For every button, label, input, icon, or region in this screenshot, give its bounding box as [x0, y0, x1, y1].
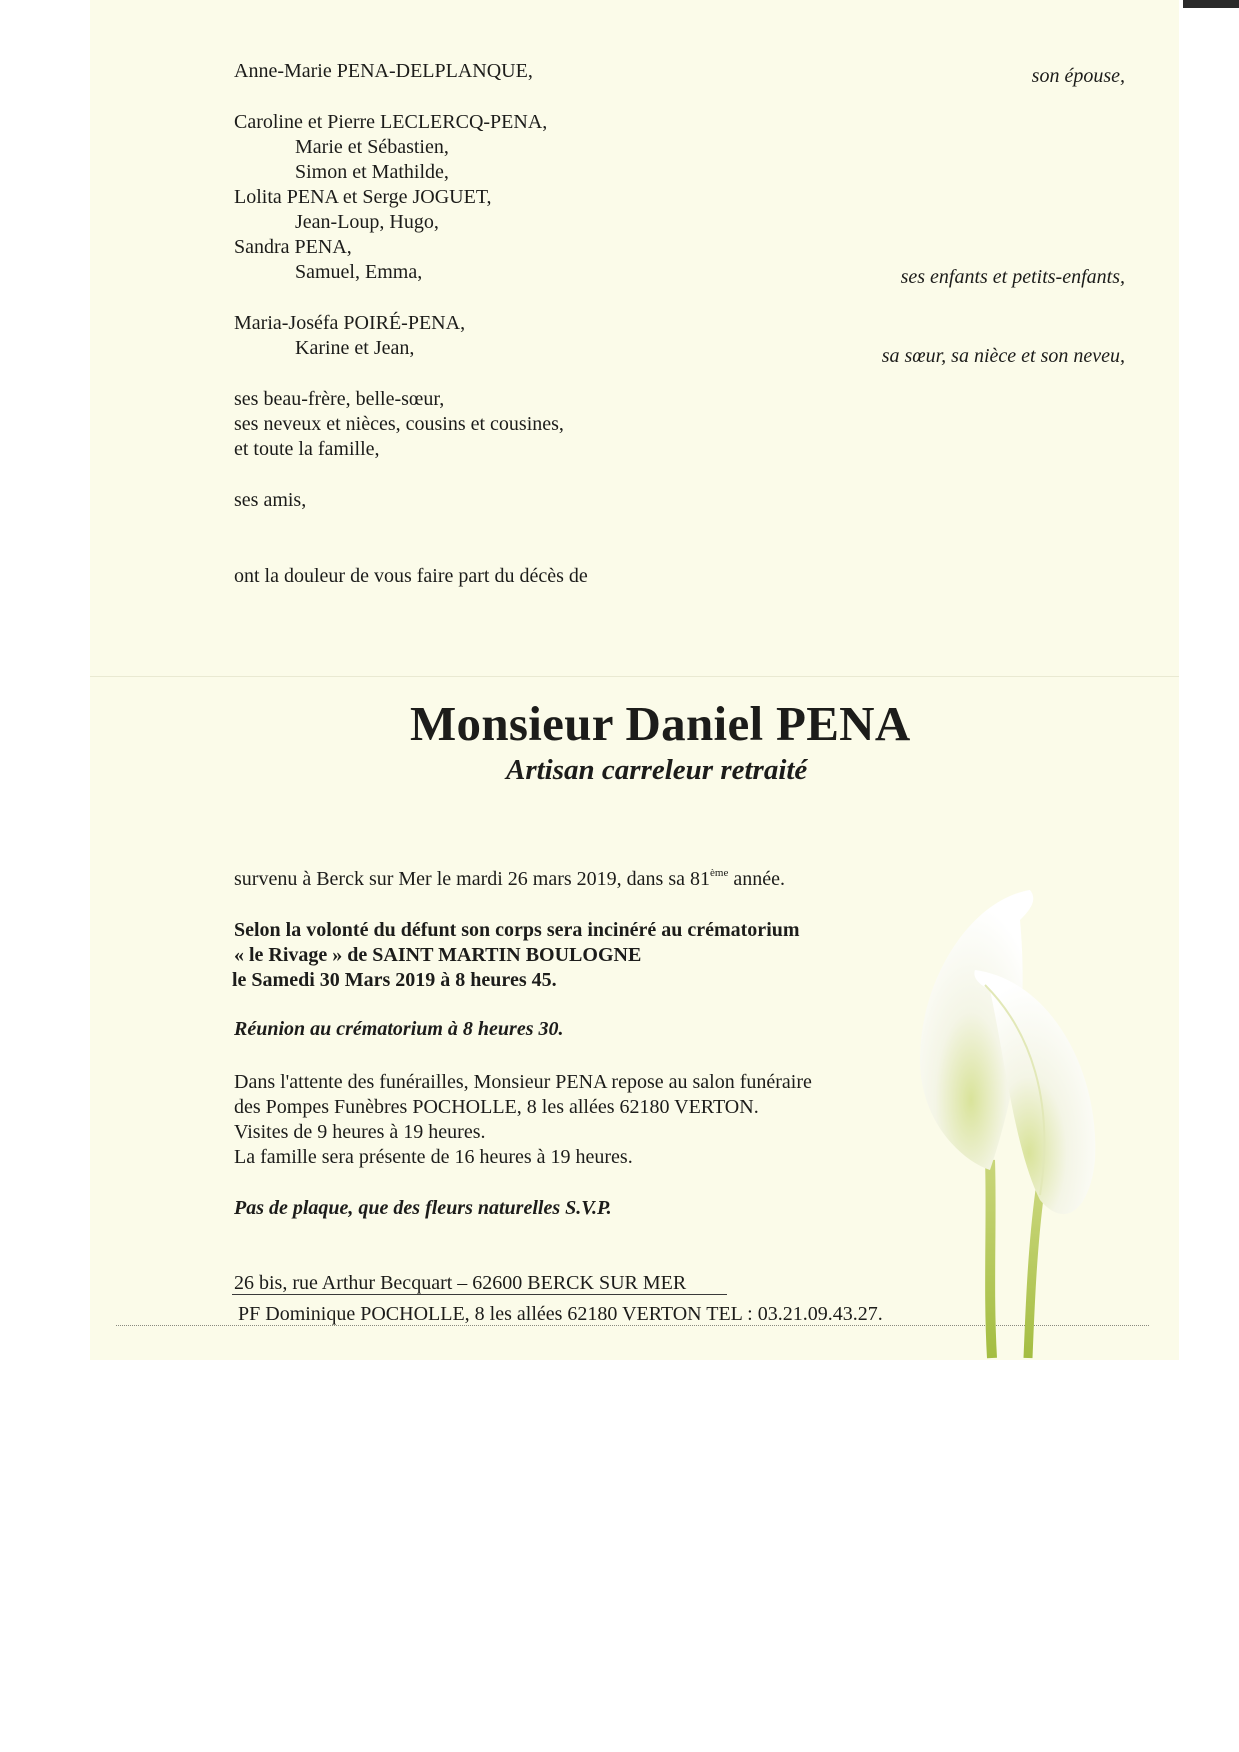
- funeral-home-line-4: La famille sera présente de 16 heures à 19 heures.: [234, 1146, 633, 1168]
- address-line: 26 bis, rue Arthur Becquart – 62600 BERCK SUR MER: [234, 1272, 687, 1294]
- extended-line-1: ses beau-frère, belle-sœur,: [234, 388, 445, 410]
- grandchild-line-4: Samuel, Emma,: [295, 261, 423, 283]
- death-text-before: survenu à Berck sur Mer le mardi 26 mars 2019, dans sa 81: [234, 868, 710, 890]
- ceremony-line-2: « le Rivage » de SAINT MARTIN BOULOGNE: [234, 944, 642, 966]
- death-superscript: ème: [710, 867, 729, 879]
- extended-line-2: ses neveux et nièces, cousins et cousines,: [234, 413, 564, 435]
- children-relation: ses enfants et petits-enfants,: [900, 266, 1125, 288]
- announcement-line: ont la douleur de vous faire part du décès de: [234, 565, 588, 587]
- funeral-home-line-2: des Pompes Funèbres POCHOLLE, 8 les allées 62180 VERTON.: [234, 1096, 759, 1118]
- wife-name: Anne-Marie PENA-DELPLANQUE,: [234, 60, 533, 82]
- ceremony-line-3: le Samedi 30 Mars 2019 à 8 heures 45.: [232, 969, 557, 991]
- sister-relation: sa sœur, sa nièce et son neveu,: [881, 345, 1125, 367]
- grandchild-line-3: Jean-Loup, Hugo,: [295, 211, 439, 233]
- scan-edge-mark: [1183, 0, 1239, 8]
- address-underline: [232, 1294, 727, 1295]
- lily-stem-2: [1028, 1190, 1040, 1358]
- meeting-line: Réunion au crématorium à 8 heures 30.: [234, 1018, 564, 1040]
- flowers-note: Pas de plaque, que des fleurs naturelles S.V.P.: [234, 1197, 612, 1219]
- death-text-after: année.: [728, 868, 785, 890]
- extended-line-3: et toute la famille,: [234, 438, 380, 460]
- friends-line: ses amis,: [234, 489, 307, 511]
- child-line-2: Lolita PENA et Serge JOGUET,: [234, 186, 492, 208]
- card-fold-line: [90, 676, 1179, 677]
- deceased-name: Monsieur Daniel PENA: [410, 696, 911, 751]
- death-details: [234, 867, 785, 892]
- ceremony-line-1: Selon la volonté du défunt son corps sera inciné​ré au crématorium: [234, 919, 800, 941]
- funeral-director-line: PF Dominique POCHOLLE, 8 les allées 62180 VERTON TEL : 03.21.09.43.27.: [238, 1303, 883, 1325]
- funeral-home-line-1: Dans l'attente des funérailles, Monsieur PENA repose au salon funéraire: [234, 1071, 812, 1093]
- child-line-1: Caroline et Pierre LECLERCQ-PENA,: [234, 111, 548, 133]
- lily-stem-1: [990, 1160, 992, 1358]
- wife-relation: son épouse,: [1031, 65, 1125, 87]
- grandchild-line-1: Marie et Sébastien,: [295, 136, 449, 158]
- grandchild-line-2: Simon et Mathilde,: [295, 161, 449, 183]
- deceased-profession: Artisan carreleur retraité: [506, 754, 808, 786]
- funeral-home-line-3: Visites de 9 heures à 19 heures.: [234, 1121, 486, 1143]
- child-line-3: Sandra PENA,: [234, 236, 352, 258]
- niece-nephew: Karine et Jean,: [295, 337, 415, 359]
- calla-lily-illustration: [880, 860, 1110, 1360]
- sister-name: Maria-Joséfa POIRÉ-PENA,: [234, 312, 466, 334]
